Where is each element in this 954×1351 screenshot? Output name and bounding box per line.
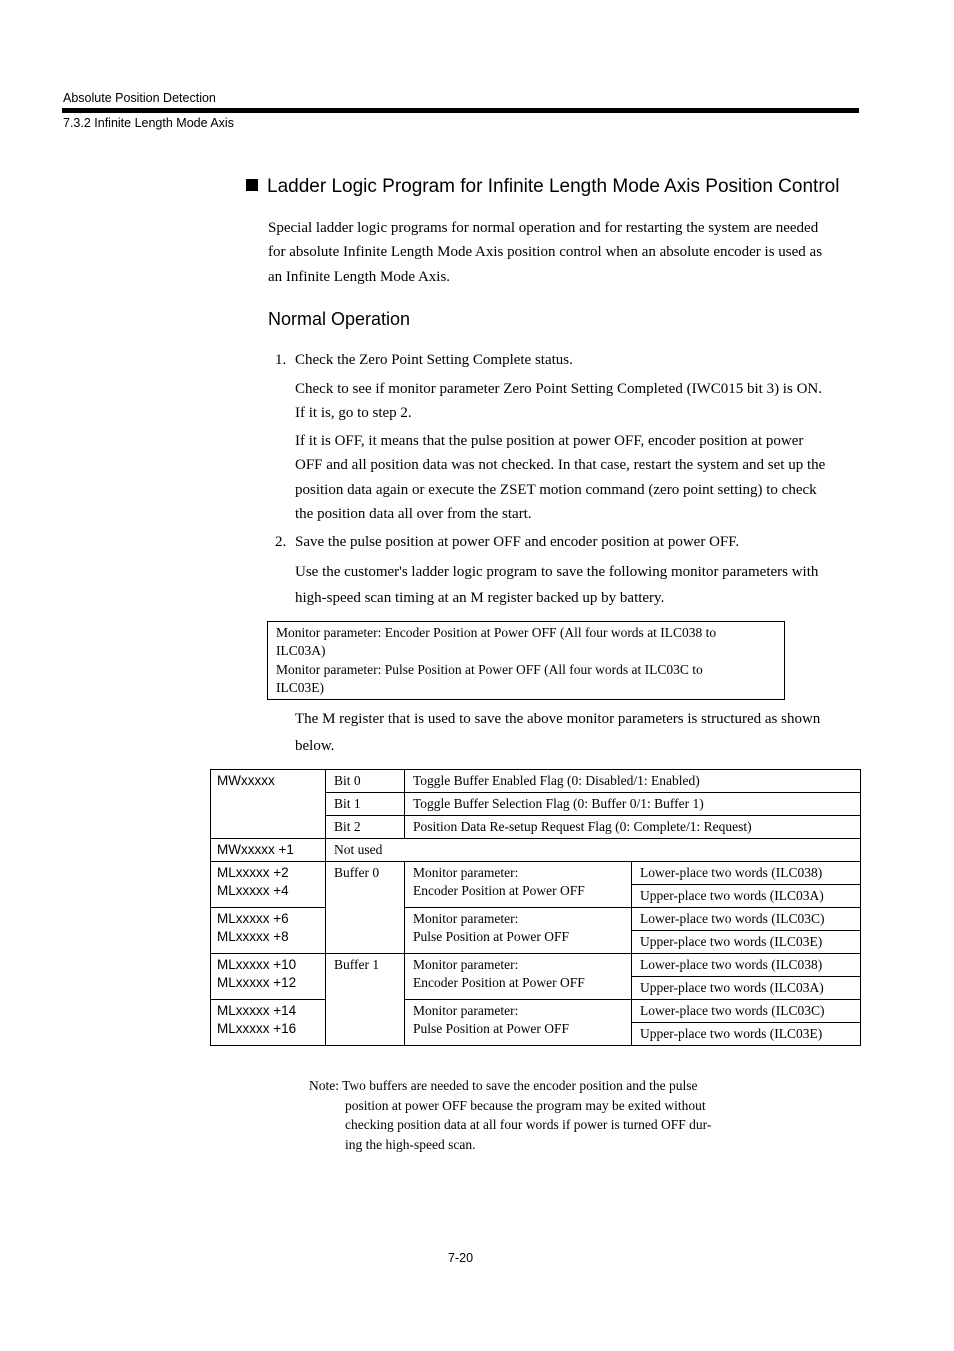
word-cell: Lower-place two words (ILC038) bbox=[632, 954, 861, 977]
param-line: Pulse Position at Power OFF bbox=[413, 928, 570, 944]
step-2-p1-line: Use the customer's ladder logic program to save the following monitor parameters with bbox=[295, 564, 819, 580]
addr-cell: MWxxxxx +1 bbox=[211, 839, 326, 862]
addr-line: MLxxxxx +6 bbox=[217, 911, 289, 926]
addr-cell bbox=[211, 862, 326, 908]
monitor-parameter-box bbox=[267, 621, 785, 700]
desc-cell: Toggle Buffer Selection Flag (0: Buffer 0/1: Buffer 1) bbox=[405, 793, 861, 816]
word-cell: Upper-place two words (ILC03E) bbox=[632, 931, 861, 954]
addr-cell bbox=[211, 908, 326, 954]
note-line: ing the high-speed scan. bbox=[345, 1136, 476, 1152]
param-line: Monitor parameter: bbox=[413, 1003, 519, 1018]
step-1-p2-line: the position data all over from the start. bbox=[295, 505, 532, 522]
monitor-box-line: ILC03A) bbox=[276, 643, 326, 659]
intro-line: Special ladder logic programs for normal operation and for restarting the system are needed bbox=[268, 220, 819, 236]
intro-line: for absolute Infinite Length Mode Axis position control when an absolute encoder is used as bbox=[268, 244, 823, 261]
section-heading-text: Ladder Logic Program for Infinite Length Mode Axis Position Control bbox=[267, 176, 840, 197]
section-heading bbox=[246, 176, 839, 198]
word-cell: Lower-place two words (ILC03C) bbox=[632, 1000, 861, 1023]
param-line: Pulse Position at Power OFF bbox=[413, 1020, 570, 1036]
param-line: Encoder Position at Power OFF bbox=[413, 974, 585, 990]
param-cell bbox=[405, 862, 632, 908]
addr-line: MLxxxxx +4 bbox=[217, 882, 289, 898]
buffer-cell: Buffer 1 bbox=[326, 954, 405, 1046]
step-1-p2-line: position data again or execute the ZSET motion command (zero point setting) to check bbox=[295, 481, 817, 498]
structure-line: below. bbox=[295, 738, 335, 754]
param-line: Monitor parameter: bbox=[413, 957, 519, 972]
table-row bbox=[211, 908, 861, 931]
desc-cell: Not used bbox=[326, 839, 861, 862]
addr-line: MLxxxxx +10 bbox=[217, 957, 297, 972]
param-line: Monitor parameter: bbox=[413, 911, 519, 926]
word-cell: Upper-place two words (ILC03A) bbox=[632, 885, 861, 908]
monitor-box-line: Monitor parameter: Encoder Position at Power OFF (All four words at ILC038 to bbox=[276, 625, 717, 640]
table-row bbox=[211, 1000, 861, 1023]
normal-operation-heading: Normal Operation bbox=[268, 309, 411, 329]
step-1-p2-line: If it is OFF, it means that the pulse position at power OFF, encoder position at power bbox=[295, 433, 804, 449]
note-line: Note: Two buffers are needed to save the encoder position and the pulse bbox=[309, 1078, 698, 1093]
running-header-subsection: 7.3.2 Infinite Length Mode Axis bbox=[63, 116, 234, 130]
addr-cell bbox=[211, 954, 326, 1000]
table-row bbox=[211, 770, 861, 793]
desc-cell: Toggle Buffer Enabled Flag (0: Disabled/1: Enabled) bbox=[405, 770, 861, 793]
addr-line: MLxxxxx +2 bbox=[217, 865, 289, 880]
param-cell bbox=[405, 954, 632, 1000]
addr-line: MLxxxxx +14 bbox=[217, 1003, 297, 1018]
m-register-table bbox=[210, 769, 861, 1046]
step-1-number: 1. bbox=[275, 352, 287, 368]
header-rule bbox=[62, 108, 859, 113]
note-line: checking position data at all four words if power is turned OFF dur- bbox=[345, 1117, 712, 1132]
addr-line: MLxxxxx +12 bbox=[217, 974, 297, 990]
param-line: Encoder Position at Power OFF bbox=[413, 882, 585, 898]
buffer-cell: Buffer 0 bbox=[326, 862, 405, 954]
table-row bbox=[211, 839, 861, 862]
intro-paragraph bbox=[268, 216, 860, 289]
running-header-title: Absolute Position Detection bbox=[63, 91, 216, 105]
step-1-p1-line: If it is, go to step 2. bbox=[295, 405, 412, 422]
table-row bbox=[211, 954, 861, 977]
note-line: position at power OFF because the program may be exited without bbox=[345, 1097, 706, 1113]
page-number: 7-20 bbox=[448, 1251, 474, 1265]
table-note bbox=[309, 1076, 749, 1154]
step-1-p2-line: OFF and all position data was not checked. In that case, restart the system and set up the bbox=[295, 457, 826, 474]
step-2-title: Save the pulse position at power OFF and encoder position at power OFF. bbox=[295, 534, 740, 550]
structure-line: The M register that is used to save the above monitor parameters is structured as shown bbox=[295, 711, 821, 727]
step-1-p1-line: Check to see if monitor parameter Zero Point Setting Completed (IWC015 bit 3) is ON. bbox=[295, 381, 822, 397]
intro-line: an Infinite Length Mode Axis. bbox=[268, 268, 451, 285]
square-bullet-icon bbox=[246, 179, 258, 191]
step-2-number: 2. bbox=[275, 534, 287, 550]
monitor-box-line: Monitor parameter: Pulse Position at Power OFF (All four words at ILC03C to bbox=[276, 661, 703, 677]
table-row bbox=[211, 862, 861, 885]
param-cell bbox=[405, 908, 632, 954]
desc-cell: Position Data Re-setup Request Flag (0: Complete/1: Request) bbox=[405, 816, 861, 839]
step-1-title: Check the Zero Point Setting Complete status. bbox=[295, 352, 573, 368]
param-cell bbox=[405, 1000, 632, 1046]
word-cell: Lower-place two words (ILC038) bbox=[632, 862, 861, 885]
bit-cell: Bit 1 bbox=[326, 793, 405, 816]
monitor-box-line: ILC03E) bbox=[276, 680, 324, 696]
addr-line: MLxxxxx +8 bbox=[217, 928, 289, 944]
word-cell: Upper-place two words (ILC03A) bbox=[632, 977, 861, 1000]
bit-cell: Bit 0 bbox=[326, 770, 405, 793]
word-cell: Lower-place two words (ILC03C) bbox=[632, 908, 861, 931]
addr-cell bbox=[211, 1000, 326, 1046]
param-line: Monitor parameter: bbox=[413, 865, 519, 880]
addr-line: MLxxxxx +16 bbox=[217, 1020, 297, 1036]
bit-cell: Bit 2 bbox=[326, 816, 405, 839]
word-cell: Upper-place two words (ILC03E) bbox=[632, 1023, 861, 1046]
step-2-p1-line: high-speed scan timing at an M register backed up by battery. bbox=[295, 590, 665, 606]
addr-cell: MWxxxxx bbox=[211, 770, 326, 839]
